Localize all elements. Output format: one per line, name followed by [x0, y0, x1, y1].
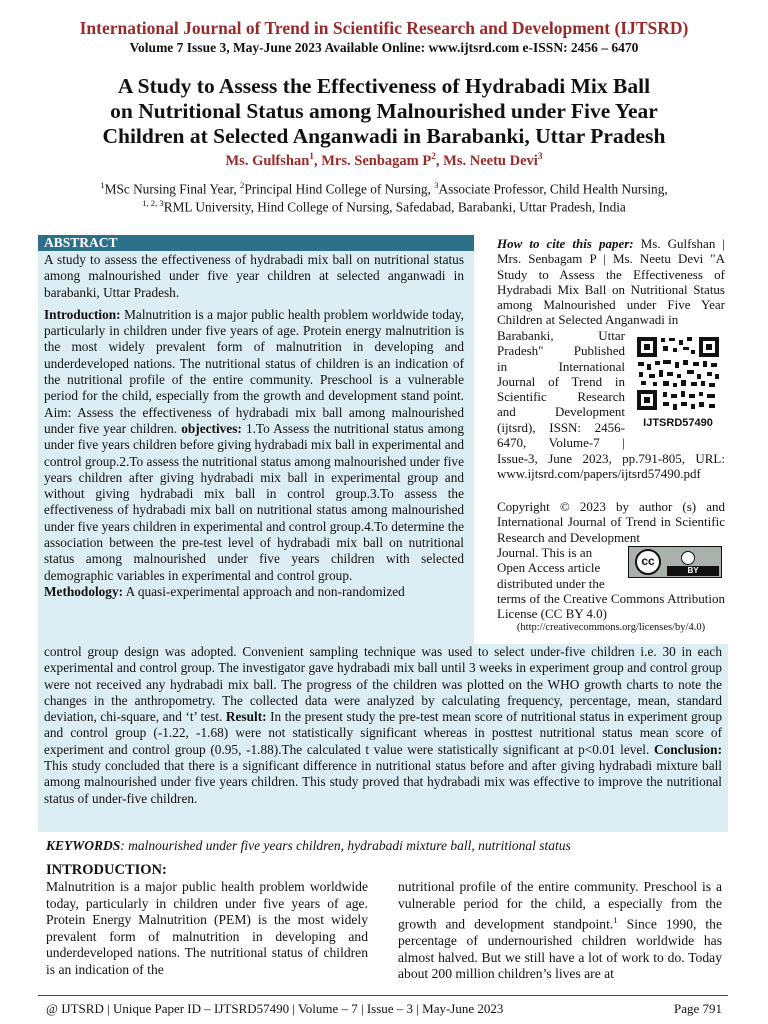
- copyright-narrow: [497, 545, 617, 591]
- affil-sup: 2: [240, 180, 245, 190]
- intro-label: Introduction:: [44, 306, 121, 322]
- author-name: Mrs. Senbagam P: [321, 152, 432, 169]
- citation-line: and Development: [497, 404, 625, 420]
- citation-line: Pradesh" Published: [497, 343, 625, 359]
- footer-rule: [38, 995, 728, 996]
- methodology-text: control group design was adopted. Convenient sampling technique was used to select under-five children i.e. 30 in each experimental and control group. The investigator gave hydrabadi mix ball until 3 weeks in experiment group and control group were not received any hydrabadi mix ball. The progress of the children was plotted on the WHO growth charts to note the changes in the anthropometry. The collected data were analyzed by calculating frequency, percentage, mean, standard deviation, chi-square, and ‘t’ test.: [44, 644, 722, 725]
- citation-line: Scientific Research: [497, 389, 625, 405]
- conclusion-label: Conclusion:: [654, 741, 722, 757]
- copyright-line: Open Access article: [497, 560, 601, 576]
- copyright-line: Journal. This is an: [497, 545, 593, 560]
- abstract-body-wide: [44, 644, 722, 807]
- person-icon: [681, 551, 695, 565]
- citation-line: in International: [497, 358, 625, 374]
- footer-text: @ IJTSRD | Unique Paper ID – IJTSRD57490 | Volume – 7 | Issue – 3 | May-June 2023: [46, 1001, 504, 1016]
- methodology-label: Methodology:: [44, 583, 124, 599]
- page-footer: [46, 1001, 722, 1017]
- reference-sup: 1: [613, 915, 618, 925]
- citation-block: [497, 236, 725, 328]
- paper-title: [40, 74, 728, 149]
- abstract-summary: A study to assess the effectiveness of hydrabadi mix ball on nutritional status among malnourished under five year children at selected anganwadi in barabanki, Uttar Pradesh.: [44, 252, 464, 300]
- citation-line: Barabanki, Uttar: [497, 328, 625, 343]
- by-label: BY: [667, 566, 719, 576]
- intro-text: Malnutrition is a major public health problem worldwide today, particularly in children under five years of age. Protein energy malnutrition is the most widely prevalent form of malnutrition in developing and underdeveloped nations. The nutritional status of children is an indication of the nutritional profile of the entire community. Preschool is a vulnerable period for the child, especially from the growth and development stand point. Aim: Assess the effectiveness of hydrabadi mix ball among malnourished under five year children.: [44, 306, 464, 436]
- intro-right-text: Since 1990, the percentage of undernourished children worldwide has almost halved. But we still have a lot of work to do. Today about 200 million children’s lives are at: [398, 916, 722, 982]
- intro-right-text: nutritional profile of the entire community. Preschool is a vulnerable period for the child, a especially from the growth and development standpoint.: [398, 879, 722, 932]
- affil-text: Principal Hind College of Nursing,: [244, 181, 435, 197]
- title-line: A Study to Assess the Effectiveness of Hydrabadi Mix Ball: [117, 74, 651, 98]
- affil-text: RML University, Hind College of Nursing, Safedabad, Barabanki, Uttar Pradesh, India: [163, 199, 626, 215]
- conclusion-text: This study concluded that there is a significant difference in nutritional status before and after giving hydrabadi mixture ball among malnourished under five years children. This study proved that hydrabadi mix was effective to improve the nutritional status of under-five children.: [44, 758, 722, 806]
- citation-text: Ms. Gulfshan | Mrs. Senbagam P | Ms. Neetu Devi "A Study to Assess the Effectiveness of Hydrabadi Mix Ball on Nutritional Status among Malnourished under Five Year Children at Selected Anganwadi in: [497, 236, 725, 328]
- affiliation-line-1: [40, 180, 728, 197]
- introduction-left-column: Malnutrition is a major public health problem worldwide today, particularly in children under five years of age. Protein Energy Malnutrition (PEM) is the most widely prevalent form of malnutrition in developing and underdeveloped nations. The nutritional status of children is an indication of the: [46, 879, 368, 977]
- author-sup: 2: [431, 152, 436, 162]
- result-text: In the present study the pre-test mean score of nutritional status in experiment group and control group (-1.22, -1.68) were not statistically significant whereas in posttest nutritional status mean score of experiment and control group (0.95, -1.88).The calculated t value were statistically significant at p<0.01 level.: [44, 709, 722, 757]
- title-line: Children at Selected Anganwadi in Barabanki, Uttar Pradesh: [102, 124, 666, 148]
- title-line: on Nutritional Status among Malnourished under Five Year: [110, 99, 658, 123]
- copyright-line: distributed under the: [497, 575, 605, 591]
- qr-code-label: IJTSRD57490: [643, 417, 713, 429]
- author-list: Ms. Gulfshan$^1$, Mrs. Senbagam $P^2$, Ms. Neetu Devi$^3$: [225, 152, 543, 169]
- citation-narrow: [497, 328, 625, 450]
- cc-by-license-icon: [628, 546, 722, 578]
- affil-text: Associate Professor, Child Health Nursing,: [438, 181, 668, 197]
- abstract-body: [44, 252, 464, 606]
- keywords-label: KEYWORDS: [46, 838, 121, 853]
- abstract-introduction: [44, 307, 464, 600]
- citation-line: (ijtsrd), ISSN: 2456-: [497, 419, 625, 435]
- introduction-heading: INTRODUCTION:: [46, 862, 167, 878]
- volume-line: Volume 7 Issue 3, May-June 2023 Available Online: www.ijtsrd.com e-ISSN: 2456 – 6470: [129, 40, 639, 55]
- affiliation-line-2: [40, 198, 728, 215]
- page-number: Page 791: [673, 1001, 722, 1016]
- author-name: Ms. Gulfshan: [225, 152, 310, 169]
- keywords-text: : malnourished under five years children, hydrabadi mixture ball, nutritional status: [120, 838, 571, 853]
- citation-label: How to cite this paper: [497, 236, 630, 251]
- cc-circle-icon: cc: [635, 549, 661, 575]
- abstract-heading: ABSTRACT: [38, 235, 474, 251]
- affil-text: MSc Nursing Final Year,: [104, 181, 241, 197]
- keywords-line: [46, 838, 726, 854]
- citation-line: Journal of Trend in: [497, 373, 625, 389]
- objectives-label: objectives:: [181, 420, 242, 436]
- copyright-license: terms of the Creative Commons Attribution License (CC BY 4.0): [497, 591, 725, 622]
- citation-line: 6470, Volume-7 |: [497, 435, 625, 451]
- citation-colon: :: [629, 236, 634, 251]
- result-label: Result:: [225, 709, 267, 725]
- introduction-right-column: [398, 879, 722, 983]
- qr-code-icon: [633, 334, 723, 414]
- author-name: Ms. Neetu Devi: [443, 152, 538, 169]
- objectives-text: 1.To Assess the nutritional status among under five years children before giving hydrabadi mix ball in experimental and control group.2.To assess the nutritional status among malnourished under five years children after giving hydrabadi mix ball in experimental group and without giving hydrabadi mix ball in control group.3.To assess the effectiveness of hydrabadi mix ball on nutritional status among malnourished under five years children in experimental and control group.4.To determine the association between the pre-test level of hydrabadi mix ball on nutritional status among malnourished under five years children with selected demographic variables in experimental and control group.: [44, 420, 464, 583]
- author-sup: 1: [309, 152, 314, 162]
- license-url[interactable]: (http://creativecommons.org/licenses/by/4.0): [516, 622, 706, 633]
- affil-sup: 3: [434, 180, 439, 190]
- journal-title: International Journal of Trend in Scientific Research and Development (IJTSRD): [79, 18, 689, 38]
- affil-sup: 1: [100, 180, 105, 190]
- affil-sup: 1, 2, 3: [142, 198, 164, 208]
- citation-url[interactable]: Issue-3, June 2023, pp.791-805, URL: www.ijtsrd.com/papers/ijtsrd57490.pdf: [497, 451, 725, 482]
- copyright-text: Copyright © 2023 by author (s) and International Journal of Trend in Scientific Research and Development: [497, 499, 725, 545]
- author-sup: 3: [537, 152, 543, 162]
- methodology-text: A quasi-experimental approach and non-randomized: [123, 583, 405, 599]
